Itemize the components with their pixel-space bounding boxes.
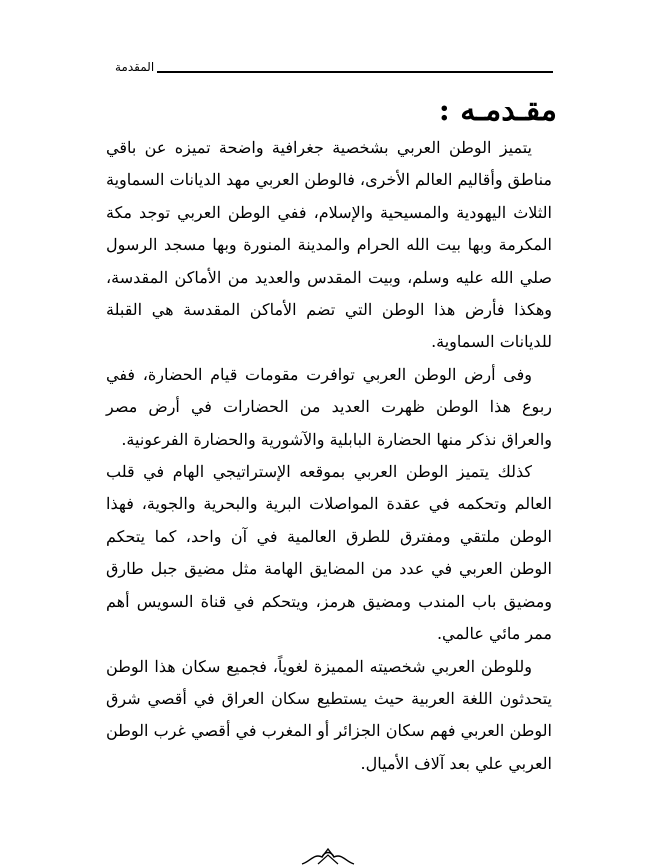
body-text xyxy=(106,132,552,780)
paragraph-3: كذلك يتميز الوطن العربي بموقعه الإستراتيجي الهام في قلب العالم وتحكمه في عقدة المواصلات البرية والبحرية والجوية، فهذا الوطن ملتقي ومفترق للطرق العالمية في آن واحد، كما يتحكم الوطن العربي في عدد من المضايق الهامة مثل مضيق جبل طارق ومضيق باب المندب ومضيق هرمز، ويتحكم في قناة السويس أهم ممر مائي عالمي. xyxy=(106,462,553,644)
header-rule xyxy=(157,71,553,73)
paragraph-1: يتميز الوطن العربي بشخصية جغرافية واضحة تميزه عن باقي مناطق وأقاليم العالم الأخرى، فالوطن العربي مهد الديانات السماوية الثلاث اليهودية والمسيحية والإسلام، ففي الوطن العربي توجد مكة المكرمة وبها بيت الله الحرام والمدينة المنورة وبها مسجد الرسول صلي الله عليه وسلم، وبيت المقدس والعديد من الأماكن المقدسة، وهكذا فأرض هذا الوطن التي تضم الأماكن المقدسة هي القبلة للديانات السماوية. xyxy=(106,138,552,352)
paragraph-2: وفى أرض الوطن العربي توافرت مقومات قيام الحضارة، ففي ربوع هذا الوطن ظهرت العديد من الحضارات في أرض مصر والعراق نذكر منها الحضارة البابلية والآشورية والحضارة الفرعونية. xyxy=(106,364,552,449)
decorative-flourish-icon xyxy=(300,847,356,865)
paragraph-4: وللوطن العربي شخصيته المميزة لغوياً، فجميع سكان هذا الوطن يتحدثون اللغة العربية حيث يستطيع سكان العراق في أقصي شرق الوطن العربي فهم سكان الجزائر أو المغرب في أقصي غرب الوطن العربي علي بعد آلاف الأميال. xyxy=(106,656,552,773)
running-header-title: المقدمة xyxy=(115,60,155,74)
running-header xyxy=(115,57,553,77)
chapter-title: مقـدمـه : xyxy=(438,93,557,128)
